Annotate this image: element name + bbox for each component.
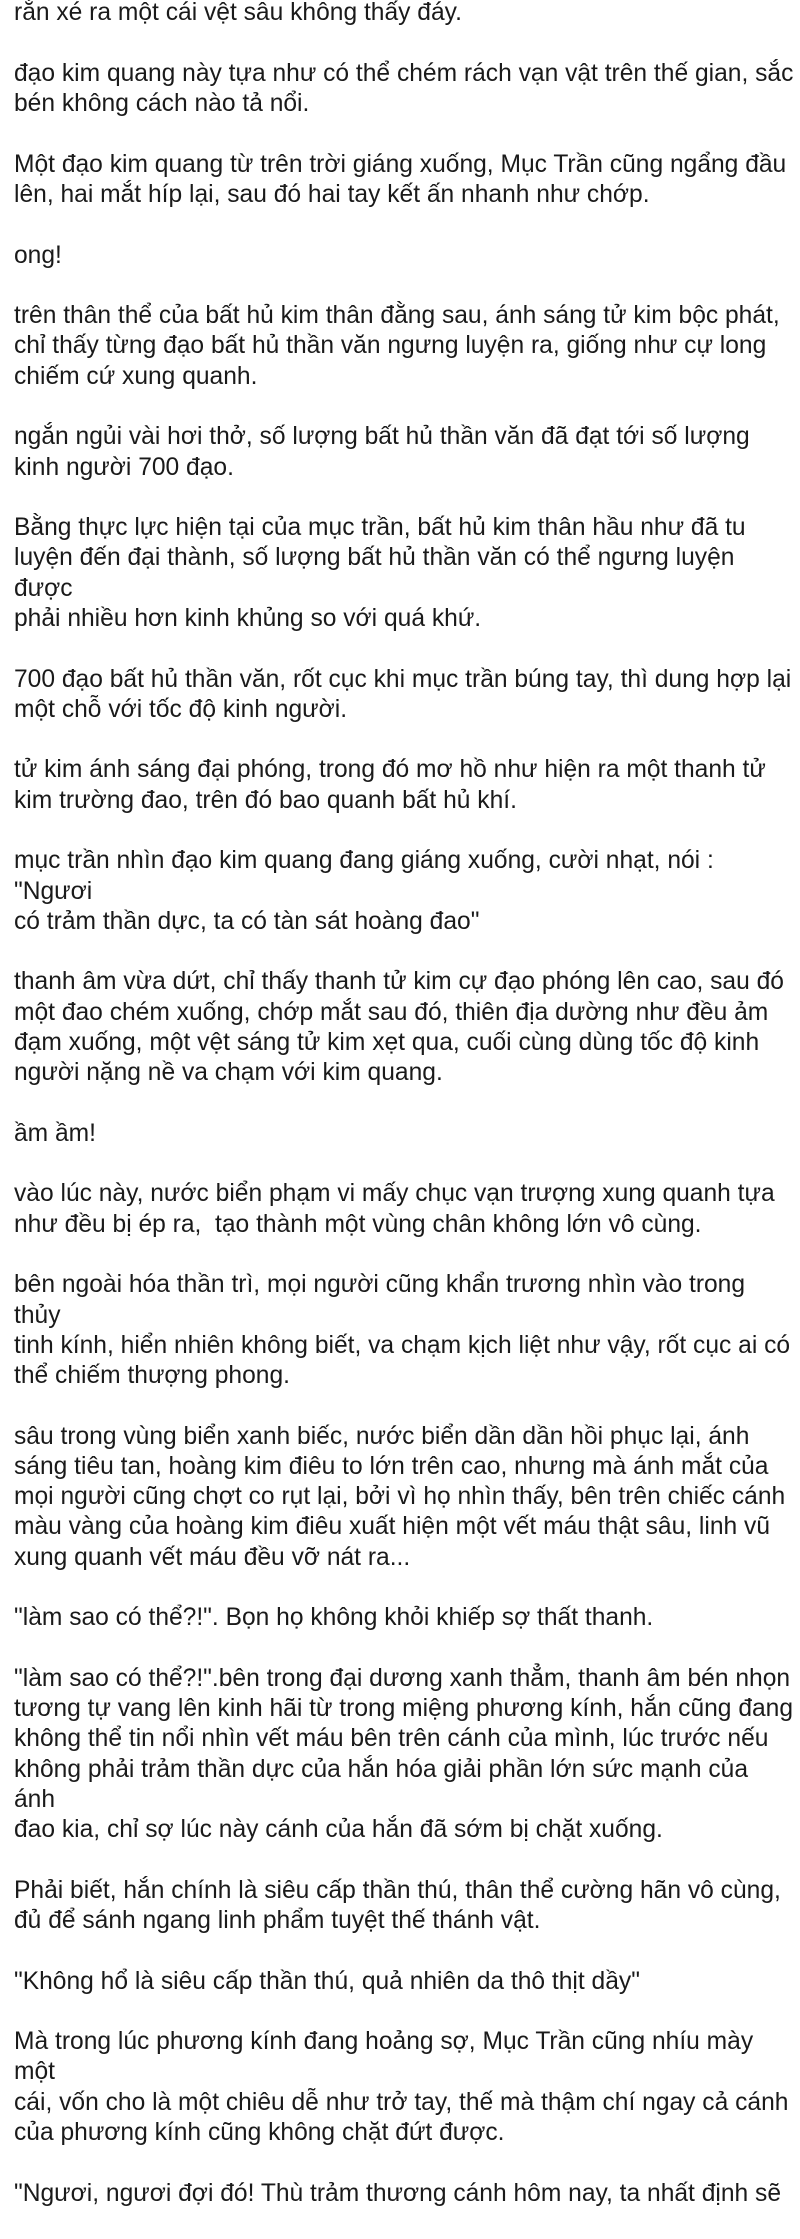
paragraph-10: mục trần nhìn đạo kim quang đang giáng xuống, cười nhạt, nói : "Ngươi có trảm thần dực, ta có tàn sát hoàng đao"	[14, 847, 714, 935]
paragraph-1: rắn xé ra một cái vệt sâu không thấy đáy.	[14, 0, 462, 26]
paragraph-14: bên ngoài hóa thần trì, mọi người cũng khẩn trương nhìn vào trong thủy tinh kính, hiển nhiên không biết, va chạm kịch liệt như vậy, rốt cục ai có thể chiếm thượng phong.	[14, 1271, 791, 1389]
text-column	[14, 0, 794, 2239]
paragraph-17: "làm sao có thể?!".bên trong đại dương xanh thẳm, thanh âm bén nhọn tương tự vang lên kinh hãi từ trong miệng phương kính, hắn cũng đang không thể tin nổi nhìn vết máu bên trên cánh của mình, lúc trước nếu không phải trảm thần dực của hắn hóa giải phần lớn sức mạnh của ánh đao kia, chỉ sợ lúc này cánh của hắn đã sớm bị chặt xuống.	[14, 1664, 794, 1843]
paragraph-3: Một đạo kim quang từ trên trời giáng xuống, Mục Trần cũng ngẩng đầu lên, hai mắt híp lại, sau đó hai tay kết ấn nhanh như chớp.	[14, 150, 787, 208]
paragraph-16: "làm sao có thể?!". Bọn họ không khỏi khiếp sợ thất thanh.	[14, 1604, 654, 1632]
paragraph-7: Bằng thực lực hiện tại của mục trần, bất hủ kim thân hầu như đã tu luyện đến đại thành, số lượng bất hủ thần văn có thể ngưng luyện được phải nhiều hơn kinh khủng so với quá khứ.	[14, 514, 746, 632]
paragraph-12: ầm ầm!	[14, 1119, 96, 1147]
paragraph-8: 700 đạo bất hủ thần văn, rốt cục khi mục trần búng tay, thì dung hợp lại một chỗ với tốc độ kinh người.	[14, 665, 792, 723]
paragraph-13: vào lúc này, nước biển phạm vi mấy chục vạn trượng xung quanh tựa như đều bị ép ra, tạo thành một vùng chân không lớn vô cùng.	[14, 1180, 775, 1238]
paragraph-19: "Không hổ là siêu cấp thần thú, quả nhiên da thô thịt dầy"	[14, 1967, 640, 1995]
paragraph-6: ngắn ngủi vài hơi thở, số lượng bất hủ thần văn đã đạt tới số lượng kinh người 700 đạo.	[14, 423, 750, 481]
paragraph-21: "Ngươi, ngươi đợi đó! Thù trảm thương cánh hôm nay, ta nhất định sẽ	[14, 2179, 782, 2207]
paragraph-15: sâu trong vùng biển xanh biếc, nước biển dần dần hồi phục lại, ánh sáng tiêu tan, hoàng kim điêu to lớn trên cao, nhưng mà ánh mắt của mọi người cũng chợt co rụt lại, bởi vì họ nhìn thấy, bên trên chiếc cánh màu vàng của hoàng kim điêu xuất hiện một vết máu thật sâu, linh vũ xung quanh vết máu đều vỡ nát ra...	[14, 1422, 786, 1571]
paragraph-11: thanh âm vừa dứt, chỉ thấy thanh tử kim cự đạo phóng lên cao, sau đó một đao chém xuống, chớp mắt sau đó, thiên địa dường như đều ảm đạm xuống, một vệt sáng tử kim xẹt qua, cuối cùng dùng tốc độ kinh người nặng nề va chạm với kim quang.	[14, 968, 784, 1087]
paragraph-20: Mà trong lúc phương kính đang hoảng sợ, Mục Trần cũng nhíu mày một cái, vốn cho là một chiêu dễ như trở tay, thế mà thậm chí ngay cả cánh của phương kính cũng không chặt đứt được.	[14, 2028, 789, 2146]
paragraph-4: ong!	[14, 241, 62, 269]
paragraph-2: đạo kim quang này tựa như có thể chém rách vạn vật trên thế gian, sắc bén không cách nào tả nổi.	[14, 59, 794, 117]
paragraph-18: Phải biết, hắn chính là siêu cấp thần thú, thân thể cường hãn vô cùng, đủ để sánh ngang linh phẩm tuyệt thế thánh vật.	[14, 1876, 781, 1934]
paragraph-5: trên thân thể của bất hủ kim thân đằng sau, ánh sáng tử kim bộc phát, chỉ thấy từng đạo bất hủ thần văn ngưng luyện ra, giống như cự long chiếm cứ xung quanh.	[14, 302, 780, 390]
paragraph-9: tử kim ánh sáng đại phóng, trong đó mơ hồ như hiện ra một thanh tử kim trường đao, trên đó bao quanh bất hủ khí.	[14, 756, 766, 814]
